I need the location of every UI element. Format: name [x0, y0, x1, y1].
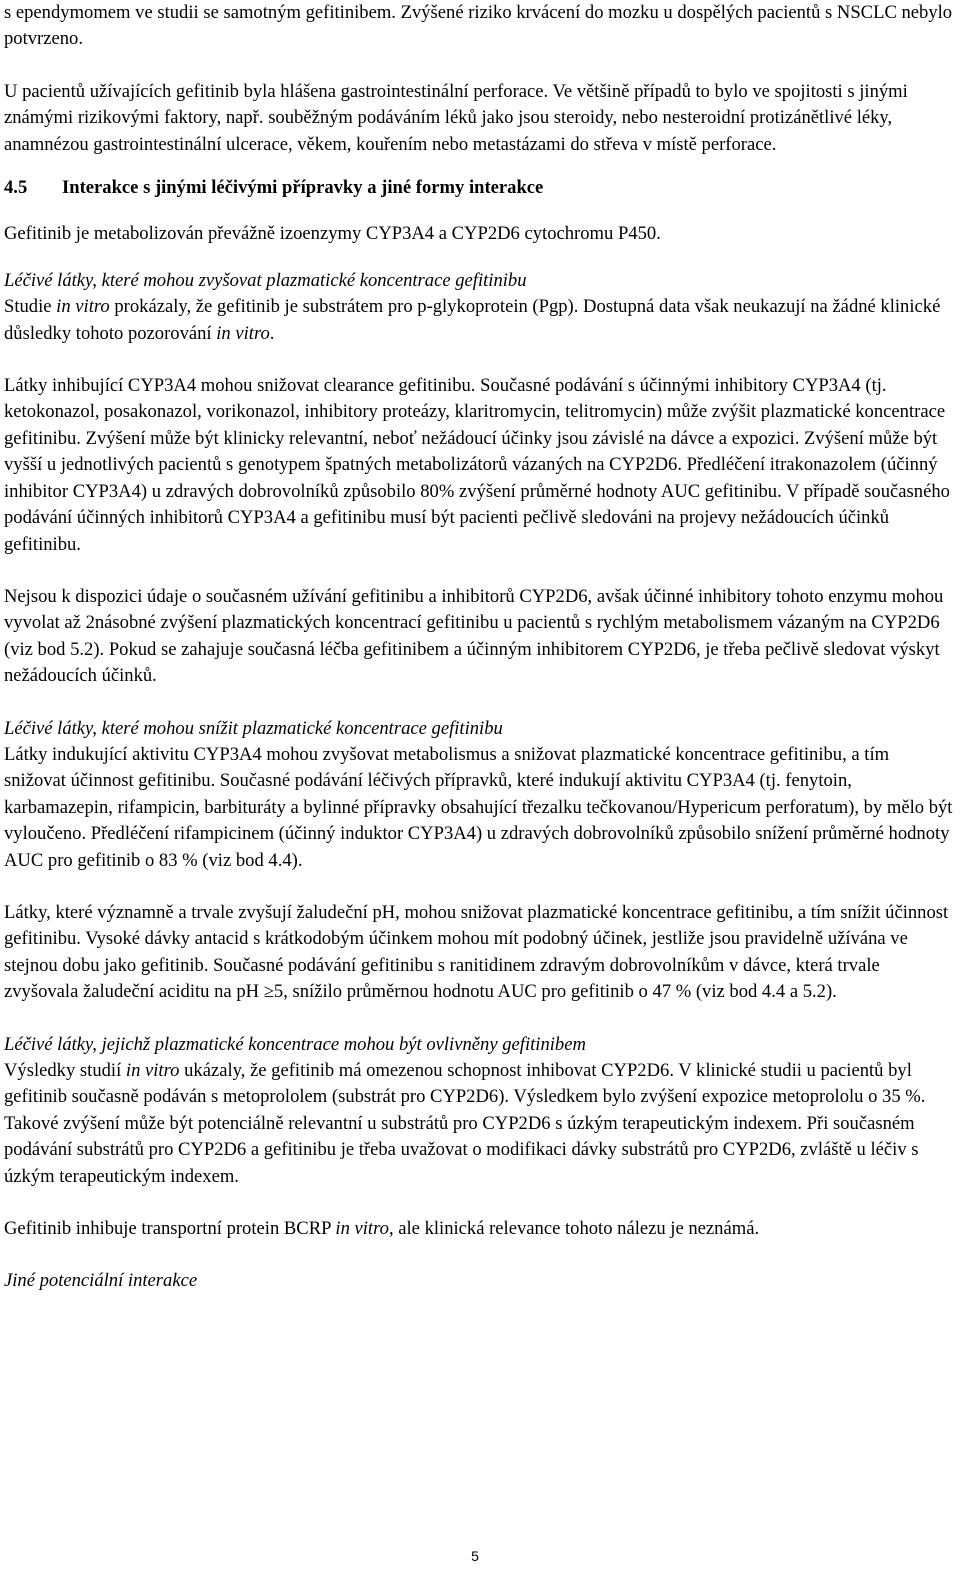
- text-run-italic: in vitro: [335, 1218, 389, 1240]
- document-page: [4, 0, 954, 1295]
- paragraph-pgp: [4, 294, 954, 347]
- subheading-other: Jiné potenciální interakce: [4, 1270, 198, 1292]
- section-number: 4.5: [4, 177, 28, 199]
- text-run-italic: in vitro: [216, 322, 270, 344]
- paragraph-gastric-ph: Látky, které významně a trvale zvyšují žaludeční pH, mohou snižovat plazmatické koncentrace gefitinibu, a tím snížit účinnost gefitinibu. Vysoké dávky antacid s krátkodobým účinkem mohou mít podobný účinek, jestliže jsou pravidelně užívána ve stejnou dobu jako gefitinib. Současné podávání gefitinibu s ranitidinem zdravým dobrovolníkům v dávce, která trvale zvyšovala žaludeční aciditu na pH ≥5, snížilo průměrnou hodnotu AUC pro gefitinib o 47 % (viz bod 4.4 a 5.2).: [4, 901, 949, 1003]
- subheading-decrease: Léčivé látky, které mohou snížit plazmatické koncentrace gefitinibu: [4, 717, 503, 739]
- paragraph-cyp3a4-inhibitors: Látky inhibující CYP3A4 mohou snižovat clearance gefitinibu. Současné podávání s účinnými inhibitory CYP3A4 (tj. ketokonazol, posakonazol, vorikonazol, inhibitory proteázy, klaritromycin, telitromycin) může zvýšit plazmatické koncentrace gefitinibu. Zvýšení může být klinicky relevantní, neboť nežádoucí účinky jsou závislé na dávce a expozici. Zvýšení může být vyšší u jednotlivých pacientů s genotypem špatných metabolizátorů vázaných na CYP2D6. Předléčení itrakonazolem (účinný inhibitor CYP3A4) u zdravých dobrovolníků způsobilo 80% zvýšení průměrné hodnoty AUC gefitinibu. V případě současného podávání účinných inhibitorů CYP3A4 a gefitinibu musí být pacienti pečlivě sledováni na projevy nežádoucích účinků gefitinibu.: [4, 375, 950, 555]
- text-run: .: [269, 322, 275, 344]
- text-run-italic: in vitro: [56, 296, 110, 318]
- text-run: Gefitinib inhibuje transportní protein BCRP: [4, 1218, 336, 1240]
- text-run-italic: in vitro: [125, 1060, 180, 1081]
- paragraph-ependymoma: s ependymomem ve studii se samotným gefitinibem. Zvýšené riziko krvácení do mozku u dospělých pacientů s NSCLC nebylo potvrzeno.: [4, 2, 953, 50]
- text-run: Výsledky studií: [4, 1060, 126, 1081]
- text-run: Studie: [4, 296, 57, 318]
- paragraph-metabolism: Gefitinib je metabolizován převážně izoenzymy CYP3A4 a CYP2D6 cytochromu P450.: [4, 223, 661, 245]
- text-run: ukázaly, že gefitinib má omezenou schopnost inhibovat CYP2D6. V klinické studii u pacientů byl gefitinib současně podáván s metoprololem (substrát pro CYP2D6). Výsledkem bylo zvýšení expozice metoprololu o 35 %. Takové zvýšení může být potenciálně relevantní u substrátů pro CYP2D6 s úzkým terapeutickým indexem. Při současném podávání substrátů pro CYP2D6 a gefitinibu je třeba uvažovat o modifikaci dávky substrátů pro CYP2D6, zvláště u léčiv s úzkým terapeutickým indexem.: [4, 1060, 926, 1187]
- paragraph-cyp3a4-inducers: Látky indukující aktivitu CYP3A4 mohou zvyšovat metabolismus a snižovat plazmatické koncentrace gefitinibu, a tím snižovat účinnost gefitinibu. Současné podávání léčivých přípravků, které indukují aktivitu CYP3A4 (tj. fenytoin, karbamazepin, rifampicin, barbituráty a bylinné přípravky obsahující třezalku tečkovanou/Hypericum perforatum), by mělo být vyloučeno. Předléčení rifampicinem (účinný induktor CYP3A4) u zdravých dobrovolníků způsobilo snížení průměrné hodnoty AUC pro gefitinib o 83 % (viz bod 4.4).: [4, 743, 953, 871]
- paragraph-cyp2d6-inhibitors: Nejsou k dispozici údaje o současném užívání gefitinibu a inhibitorů CYP2D6, avšak účinné inhibitory tohoto enzymu mohou vyvolat až 2násobné zvýšení plazmatických koncentrací gefitinibu u pacientů s rychlým metabolismem vázaným na CYP2D6 (viz bod 5.2). Pokud se zahajuje současná léčba gefitinibem a účinným inhibitorem CYP2D6, je třeba pečlivě sledovat výskyt nežádoucích účinků.: [4, 585, 944, 687]
- paragraph-bcrp: [4, 1216, 954, 1242]
- paragraph-gi-perforation: U pacientů užívajících gefitinib byla hlášena gastrointestinální perforace. Ve většině případů to bylo ve spojitosti s jinými známými rizikovými faktory, např. souběžným podáváním léků jako jsou steroidy, nebo nesteroidní protizánětlivé léky, anamnézou gastrointestinální ulcerace, věkem, kouřením nebo metastázami do střeva v místě perforace.: [4, 80, 908, 155]
- paragraph-cyp2d6-substrates: [4, 1058, 954, 1190]
- page-number: 5: [471, 1548, 479, 1564]
- text-run: , ale klinická relevance tohoto nálezu je neznámá.: [388, 1218, 760, 1240]
- subheading-increase: Léčivé látky, které mohou zvyšovat plazmatické koncentrace gefitinibu: [4, 269, 527, 291]
- subheading-affected: Léčivé látky, jejichž plazmatické koncentrace mohou být ovlivněny gefitinibem: [4, 1033, 586, 1055]
- text-run: prokázaly, že gefitinib je substrátem pro p-glykoprotein (Pgp). Dostupná data však neukazují na žádné klinické důsledky tohoto pozorování: [4, 296, 941, 344]
- section-heading: [4, 175, 954, 201]
- section-title: Interakce s jinými léčivými přípravky a jiné formy interakce: [62, 177, 544, 199]
